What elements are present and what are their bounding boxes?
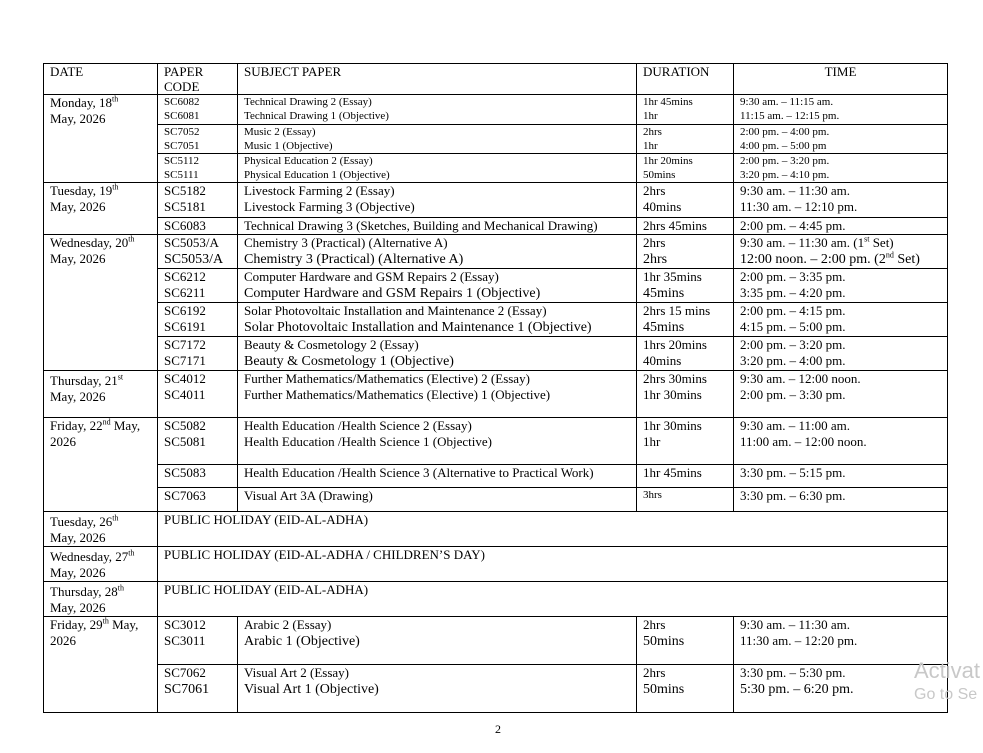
date-cell: Friday, 22nd May, 2026 [44, 418, 158, 512]
time-cell: 9:30 am. – 11:30 am. 11:30 am. – 12:10 pm. [734, 183, 948, 218]
subject-cell: Visual Art 3A (Drawing) [238, 488, 637, 512]
table-row [44, 665, 948, 713]
table-row [44, 269, 948, 303]
table-row [44, 125, 948, 154]
paper-code-cell: SC7172 SC7171 [158, 337, 238, 371]
duration-cell: 1hr 35mins 45mins [637, 269, 734, 303]
date-cell: Wednesday, 27th May, 2026 [44, 547, 158, 582]
subject-cell: Physical Education 2 (Essay) Physical Education 1 (Objective) [238, 154, 637, 183]
duration-cell: 2hrs 50mins [637, 617, 734, 665]
paper-code-cell: SC5082 SC5081 [158, 418, 238, 465]
holiday-label: PUBLIC HOLIDAY (EID-AL-ADHA) [158, 582, 948, 617]
time-cell: 3:30 pm. – 5:15 pm. [734, 465, 948, 488]
page-number: 2 [495, 722, 501, 736]
time-cell: 2:00 pm. – 3:35 pm. 3:35 pm. – 4:20 pm. [734, 269, 948, 303]
date-cell: Monday, 18th May, 2026 [44, 95, 158, 183]
subject-cell: Technical Drawing 2 (Essay) Technical Drawing 1 (Objective) [238, 95, 637, 125]
duration-cell: 1hrs 20mins 40mins [637, 337, 734, 371]
duration-cell: 3hrs [637, 488, 734, 512]
header-date: DATE [44, 64, 158, 95]
subject-cell: Health Education /Health Science 3 (Alternative to Practical Work) [238, 465, 637, 488]
time-cell: 2:00 pm. – 4:00 pm. 4:00 pm. – 5:00 pm [734, 125, 948, 154]
subject-cell: Music 2 (Essay) Music 1 (Objective) [238, 125, 637, 154]
header-duration: DURATION [637, 64, 734, 95]
holiday-label: PUBLIC HOLIDAY (EID-AL-ADHA / CHILDREN’S DAY) [158, 547, 948, 582]
paper-code-cell: SC7063 [158, 488, 238, 512]
duration-cell: 1hr 45mins 1hr [637, 95, 734, 125]
header-row [44, 64, 948, 95]
subject-cell: Technical Drawing 3 (Sketches, Building and Mechanical Drawing) [238, 218, 637, 235]
paper-code-cell: SC6082 SC6081 [158, 95, 238, 125]
table-row [44, 235, 948, 269]
table-row [44, 183, 948, 218]
duration-cell: 1hr 30mins 1hr [637, 418, 734, 465]
paper-code-cell: SC5182 SC5181 [158, 183, 238, 218]
subject-cell: Arabic 2 (Essay) Arabic 1 (Objective) [238, 617, 637, 665]
header-paper-code: PAPER CODE [158, 64, 238, 95]
duration-cell: 2hrs 45mins [637, 218, 734, 235]
header-subject: SUBJECT PAPER [238, 64, 637, 95]
time-cell: 2:00 pm. – 3:20 pm. 3:20 pm. – 4:00 pm. [734, 337, 948, 371]
paper-code-cell: SC6212 SC6211 [158, 269, 238, 303]
holiday-row [44, 512, 948, 547]
table-row [44, 617, 948, 665]
time-cell: 9:30 am. – 11:15 am. 11:15 am. – 12:15 pm. [734, 95, 948, 125]
subject-cell: Beauty & Cosmetology 2 (Essay) Beauty & Cosmetology 1 (Objective) [238, 337, 637, 371]
paper-code-cell: SC6083 [158, 218, 238, 235]
date-cell: Tuesday, 26th May, 2026 [44, 512, 158, 547]
watermark-line2: Go to Se [914, 686, 978, 703]
subject-cell: Further Mathematics/Mathematics (Elective) 2 (Essay) Further Mathematics/Mathematics (Elective) 1 (Objective) [238, 371, 637, 418]
paper-code-cell: SC6192 SC6191 [158, 303, 238, 337]
paper-code-cell: SC5083 [158, 465, 238, 488]
paper-code-cell: SC4012 SC4011 [158, 371, 238, 418]
time-cell: 9:30 am. – 11:00 am. 11:00 am. – 12:00 noon. [734, 418, 948, 465]
table-row [44, 303, 948, 337]
time-cell: 2:00 pm. – 3:20 pm. 3:20 pm. – 4:10 pm. [734, 154, 948, 183]
duration-cell: 2hrs 30mins 1hr 30mins [637, 371, 734, 418]
table-row [44, 418, 948, 465]
table-row [44, 465, 948, 488]
subject-cell: Visual Art 2 (Essay) Visual Art 1 (Objective) [238, 665, 637, 713]
table-row [44, 337, 948, 371]
time-cell: 9:30 am. – 11:30 am. (1st Set) 12:00 noon. – 2:00 pm. (2nd Set) [734, 235, 948, 269]
subject-cell: Computer Hardware and GSM Repairs 2 (Essay) Computer Hardware and GSM Repairs 1 (Objective) [238, 269, 637, 303]
duration-cell: 1hr 45mins [637, 465, 734, 488]
date-cell: Thursday, 21st May, 2026 [44, 371, 158, 418]
date-cell: Friday, 29th May, 2026 [44, 617, 158, 713]
time-cell: 3:30 pm. – 6:30 pm. [734, 488, 948, 512]
holiday-row [44, 582, 948, 617]
header-time: TIME [734, 64, 948, 95]
time-cell: 9:30 am. – 12:00 noon. 2:00 pm. – 3:30 pm. [734, 371, 948, 418]
time-cell: 9:30 am. – 11:30 am. 11:30 am. – 12:20 pm. [734, 617, 948, 665]
subject-cell: Health Education /Health Science 2 (Essay) Health Education /Health Science 1 (Objective) [238, 418, 637, 465]
table-row [44, 488, 948, 512]
time-cell: 3:30 pm. – 5:30 pm. 5:30 pm. – 6:20 pm. [734, 665, 948, 713]
subject-cell: Chemistry 3 (Practical) (Alternative A) Chemistry 3 (Practical) (Alternative A) [238, 235, 637, 269]
table-row [44, 95, 948, 125]
holiday-row [44, 547, 948, 582]
table-row [44, 371, 948, 418]
duration-cell: 2hrs 50mins [637, 665, 734, 713]
date-cell: Tuesday, 19th May, 2026 [44, 183, 158, 235]
activation-watermark [914, 657, 980, 705]
duration-cell: 1hr 20mins 50mins [637, 154, 734, 183]
duration-cell: 2hrs 2hrs [637, 235, 734, 269]
time-cell: 2:00 pm. – 4:15 pm. 4:15 pm. – 5:00 pm. [734, 303, 948, 337]
paper-code-cell: SC3012 SC3011 [158, 617, 238, 665]
table-row [44, 154, 948, 183]
duration-cell: 2hrs 40mins [637, 183, 734, 218]
holiday-label: PUBLIC HOLIDAY (EID-AL-ADHA) [158, 512, 948, 547]
paper-code-cell: SC7052 SC7051 [158, 125, 238, 154]
time-cell: 2:00 pm. – 4:45 pm. [734, 218, 948, 235]
table-row [44, 218, 948, 235]
date-cell: Thursday, 28th May, 2026 [44, 582, 158, 617]
subject-cell: Livestock Farming 2 (Essay) Livestock Farming 3 (Objective) [238, 183, 637, 218]
exam-timetable [43, 63, 948, 713]
watermark-line1: Activat [914, 658, 981, 683]
date-cell: Wednesday, 20th May, 2026 [44, 235, 158, 371]
paper-code-cell: SC7062 SC7061 [158, 665, 238, 713]
duration-cell: 2hrs 15 mins 45mins [637, 303, 734, 337]
duration-cell: 2hrs 1hr [637, 125, 734, 154]
paper-code-cell: SC5053/A SC5053/A [158, 235, 238, 269]
subject-cell: Solar Photovoltaic Installation and Maintenance 2 (Essay) Solar Photovoltaic Installation and Maintenance 1 (Objective) [238, 303, 637, 337]
paper-code-cell: SC5112 SC5111 [158, 154, 238, 183]
